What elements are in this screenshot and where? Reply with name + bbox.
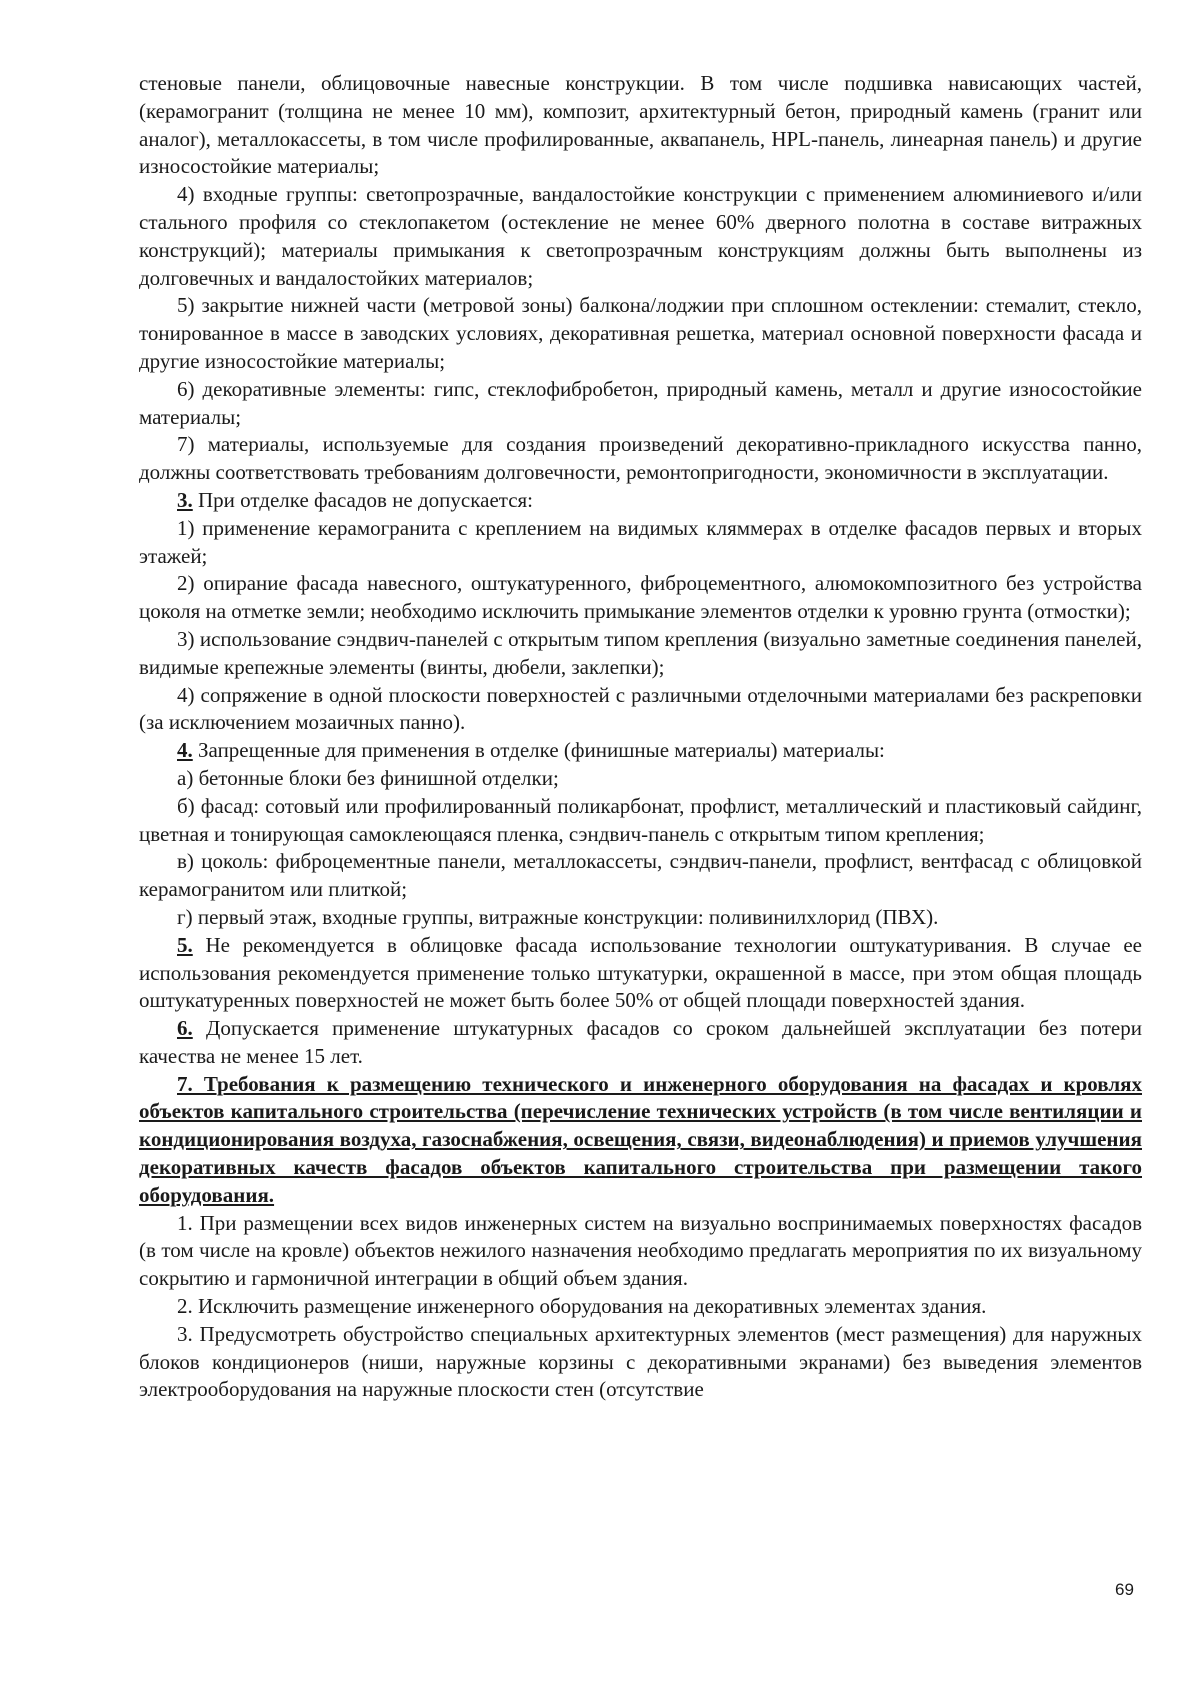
section-heading: 7. Требования к размещению технического и инженерного оборудования на фасадах и кровлях объектов капитального строительства (перечисление технических устройств (в том числе вентиляции и кондиционирования воздуха, газоснабжения, освещения, связи, видеонаблюдения) и приемов улучшения декоративных качеств фасадов объектов капитального строительства при размещении такого оборудования. [139,1071,1142,1207]
paragraph: 7) материалы, используемые для создания произведений декоративно-прикладного искусства панно, должны соответствовать требованиям долговечности, ремонтопригодности, экономичности в эксплуатации. [139,432,1142,485]
paragraph: 3) использование сэндвич-панелей с открытым типом крепления (визуально заметные соединения панелей, видимые крепежные элементы (винты, дюбели, заклепки); [139,626,1142,679]
paragraph: 5) закрытие нижней части (метровой зоны) балкона/лоджии при сплошном остеклении: стемалит, стекло, тонированное в массе в заводских условиях, декоративная решетка, материал основной поверхности фасада и другие износостойкие материалы; [139,293,1142,373]
paragraph-text: При отделке фасадов не допускается: [192,487,534,512]
section-number: 3. [177,487,193,512]
paragraph: 1) применение керамогранита с креплением на видимых кляммерах в отделке фасадов первых и вторых этажей; [139,515,1142,568]
paragraph: 2. Исключить размещение инженерного оборудования на декоративных элементах здания. [177,1294,987,1319]
paragraph-text: Допускается применение штукатурных фасадов со сроком дальнейшей эксплуатации без потери качества не менее 15 лет. [139,1016,1142,1068]
paragraph: 3. Предусмотреть обустройство специальных архитектурных элементов (мест размещения) для наружных блоков кондиционеров (ниши, наружные корзины с декоративными экранами) без выведения элементов электрооборудования на наружные плоскости стен (отсутствие [139,1321,1142,1402]
paragraph: б) фасад: сотовый или профилированный поликарбонат, профлист, металлический и пластиковый сайдинг, цветная и тонирующая самоклеющаяся пленка, сэндвич-панель с открытым типом крепления; [139,793,1142,846]
paragraph: г) первый этаж, входные группы, витражные конструкции: поливинилхлорид (ПВХ). [177,904,939,929]
section-paragraph [139,487,1142,515]
page-number: 69 [1115,1580,1134,1599]
paragraph: 1. При размещении всех видов инженерных систем на визуально воспринимаемых поверхностях фасадов (в том числе на кровле) объектов нежилого назначения необходимо предлагать мероприятия по их визуальному сокрытию и гармоничной интеграции в общий объем здания. [139,1210,1142,1291]
section-number: 4. [177,738,193,763]
paragraph: 4) входные группы: светопрозрачные, вандалостойкие конструкции с применением алюминиевого и/или стального профиля со стеклопакетом (остекление не менее 60% дверного полотна в составе витражных конструкций); материалы примыкания к светопрозрачным конструкциям должны быть выполнены из долговечных и вандалостойких материалов; [139,182,1142,290]
paragraph: а) бетонные блоки без финишной отделки; [177,765,559,790]
paragraph: 4) сопряжение в одной плоскости поверхностей с различными отделочными материалами без раскреповки (за исключением мозаичных панно). [139,682,1142,735]
section-number: 5. [177,932,193,957]
paragraph: 2) опирание фасада навесного, оштукатуренного, фиброцементного, алюмокомпозитного без устройства цоколя на отметке земли; необходимо исключить примыкание элементов отделки к уровню грунта (отмостки); [139,571,1142,624]
section-number: 6. [177,1016,193,1041]
paragraph: стеновые панели, облицовочные навесные конструкции. В том числе подшивка нависающих частей, (керамогранит (толщина не менее 10 мм), композит, архитектурный бетон, природный камень (гранит или аналог), металлокассеты, в том числе профилированные, аквапанель, HPL-панель, линеарная панель) и другие износостойкие материалы; [139,71,1142,179]
paragraph-text: Запрещенные для применения в отделке (финишные материалы) материалы: [192,738,885,763]
section-paragraph [139,737,1142,765]
paragraph: 6) декоративные элементы: гипс, стеклофибробетон, природный камень, металл и другие износостойкие материалы; [139,376,1142,429]
section-paragraph [139,1015,1142,1071]
paragraph-text: Не рекомендуется в облицовке фасада использование технологии оштукатуривания. В случае ее использования рекомендуется применение только штукатурки, окрашенной в массе, при этом общая площадь оштукатуренных поверхностей не может быть более 50% от общей площади поверхностей здания. [139,932,1142,1013]
section-paragraph [139,932,1142,1015]
paragraph: в) цоколь: фиброцементные панели, металлокассеты, сэндвич-панели, профлист, вентфасад с облицовкой керамогранитом или плиткой; [139,849,1142,902]
document-body [139,70,1142,1404]
